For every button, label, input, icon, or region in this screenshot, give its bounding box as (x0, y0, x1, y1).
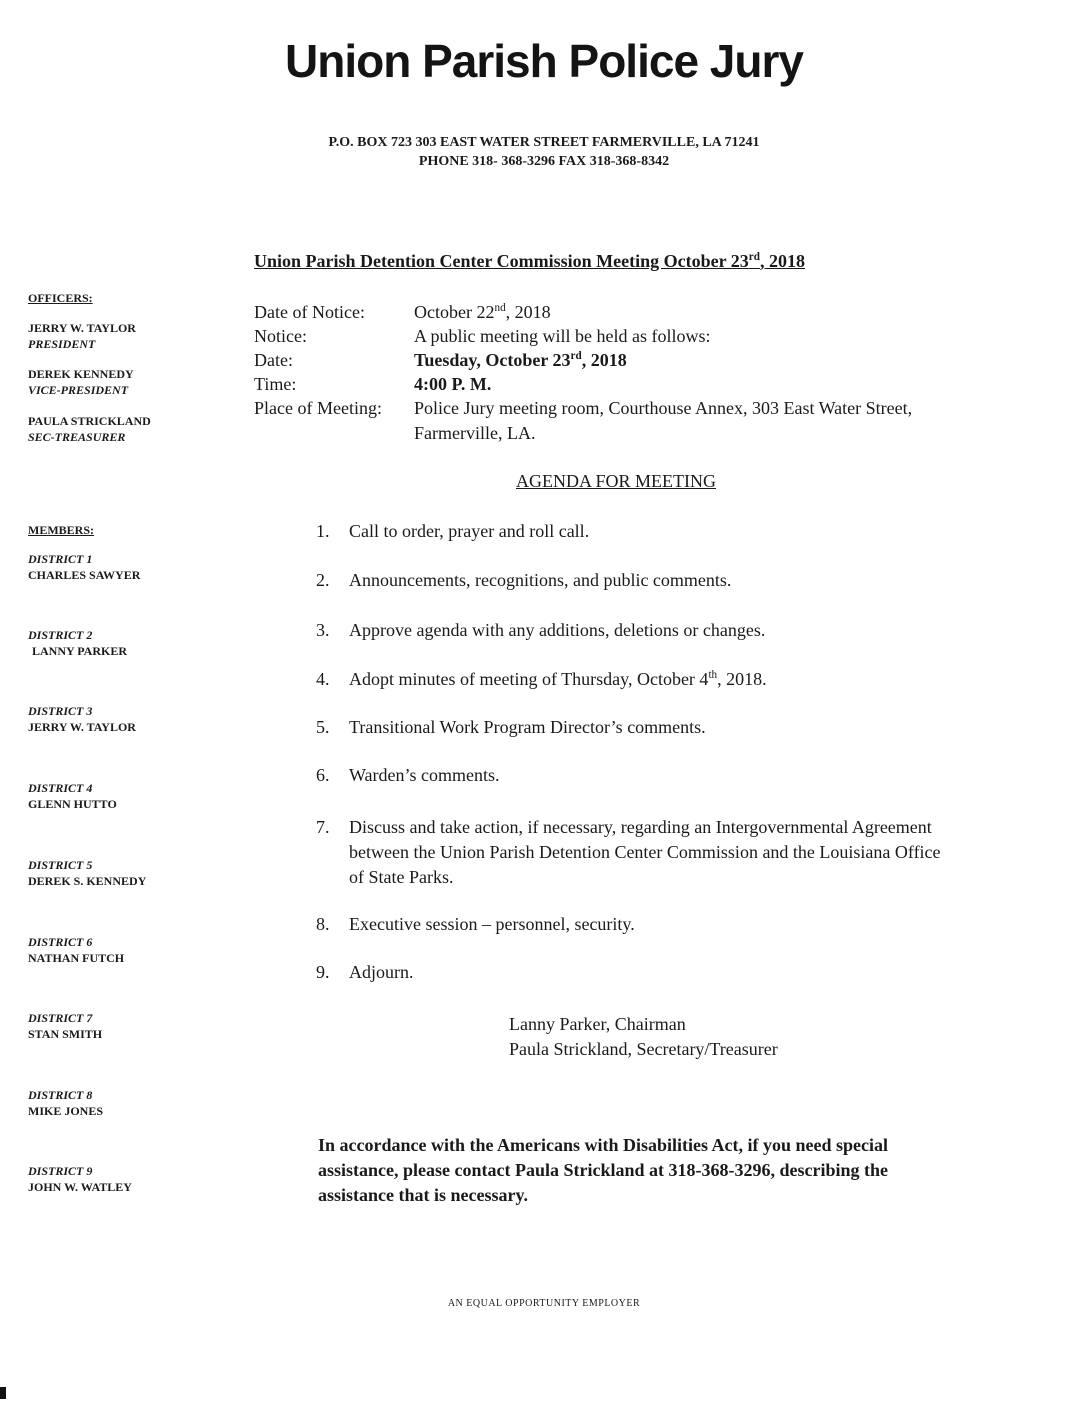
agenda-title: AGENDA FOR MEETING (516, 471, 716, 491)
members-heading: MEMBERS: (28, 523, 94, 537)
member-district: DISTRICT 4 (28, 781, 93, 795)
member-entry (28, 857, 146, 889)
meeting-date-label: Date: (254, 350, 293, 370)
agenda-item-text: Adopt minutes of meeting of Thursday, October 4th, 2018. (349, 669, 767, 689)
ada-notice: In accordance with the Americans with Disabilities Act, if you need special assistance, please contact Paula Strickland at 318-368-3296, describing the assistance that is necessary. (318, 1135, 888, 1205)
agenda-item (316, 763, 949, 788)
date-of-notice-value: October 22nd, 2018 (414, 302, 551, 322)
organization-title: Union Parish Police Jury (285, 35, 803, 87)
officer-entry (28, 413, 151, 445)
officer-entry (28, 320, 136, 352)
meeting-time-label: Time: (254, 374, 297, 394)
agenda-item-text: Transitional Work Program Director’s comments. (349, 717, 706, 737)
agenda-item-number: 9. (316, 962, 330, 982)
date-of-notice-label: Date of Notice: (254, 302, 365, 322)
meeting-place-row (254, 396, 954, 446)
meeting-place-label: Place of Meeting: (254, 398, 382, 418)
chairman-signature-line: Lanny Parker, Chairman (509, 1014, 686, 1034)
agenda-item-text: Adjourn. (349, 962, 414, 982)
secretary-signature-line: Paula Strickland, Secretary/Treasurer (509, 1039, 778, 1059)
member-name: JERRY W. TAYLOR (28, 720, 136, 734)
member-district: DISTRICT 6 (28, 935, 93, 949)
notice-value: A public meeting will be held as follows: (414, 326, 711, 346)
agenda-item-text: Discuss and take action, if necessary, regarding an Intergovernmental Agreement between the Union Parish Detention Center Commission and the Louisiana Office of State Parks. (349, 817, 941, 887)
meeting-place-value: Police Jury meeting room, Courthouse Annex, 303 East Water Street, Farmerville, LA. (414, 398, 913, 443)
agenda-item (316, 912, 949, 937)
agenda-item-text: Executive session – personnel, security. (349, 914, 635, 934)
agenda-item-text: Warden’s comments. (349, 765, 500, 785)
agenda-item-text: Announcements, recognitions, and public comments. (349, 570, 732, 590)
agenda-item-number: 7. (316, 817, 330, 837)
agenda-item (316, 715, 949, 740)
member-name: CHARLES SAWYER (28, 568, 141, 582)
meeting-time-value: 4:00 P. M. (414, 374, 492, 394)
notice-block (254, 300, 954, 446)
member-district: DISTRICT 9 (28, 1164, 93, 1178)
member-district: DISTRICT 3 (28, 704, 93, 718)
member-entry (28, 627, 127, 659)
member-name: DEREK S. KENNEDY (28, 874, 147, 888)
officer-name: DEREK KENNEDY (28, 367, 134, 381)
member-district: DISTRICT 5 (28, 858, 93, 872)
notice-label: Notice: (254, 326, 307, 346)
agenda-item-number: 3. (316, 620, 330, 640)
member-entry (28, 780, 117, 812)
member-district: DISTRICT 2 (28, 628, 93, 642)
officer-role: PRESIDENT (28, 337, 96, 351)
officer-role: SEC-TREASURER (28, 430, 126, 444)
member-name: MIKE JONES (28, 1104, 104, 1118)
officer-name: PAULA STRICKLAND (28, 414, 151, 428)
agenda-item-number: 2. (316, 570, 330, 590)
member-name: GLENN HUTTO (28, 797, 117, 811)
agenda-item-number: 1. (316, 521, 330, 541)
meeting-date-row (254, 348, 954, 372)
officer-entry (28, 366, 134, 398)
member-entry (28, 1010, 102, 1042)
member-entry (28, 1087, 103, 1119)
date-of-notice-row (254, 300, 954, 324)
agenda-item-number: 6. (316, 765, 330, 785)
agenda-item-number: 5. (316, 717, 330, 737)
agenda-item-number: 4. (316, 669, 330, 689)
member-entry (28, 1163, 132, 1195)
officers-heading: OFFICERS: (28, 291, 93, 305)
address-line: P.O. BOX 723 303 EAST WATER STREET FARMERVILLE, LA 71241 (328, 135, 760, 150)
member-entry (28, 703, 136, 735)
member-name: STAN SMITH (28, 1027, 103, 1041)
member-district: DISTRICT 1 (28, 552, 93, 566)
member-name: JOHN W. WATLEY (28, 1180, 132, 1194)
agenda-item (316, 960, 949, 985)
agenda-item-text: Approve agenda with any additions, deletions or changes. (349, 620, 766, 640)
officer-role: VICE-PRESIDENT (28, 383, 129, 397)
member-entry (28, 934, 124, 966)
agenda-item-number: 8. (316, 914, 330, 934)
footer-employer-line: AN EQUAL OPPORTUNITY EMPLOYER (447, 1298, 641, 1309)
agenda-item (316, 815, 949, 890)
agenda-item (316, 519, 949, 544)
meeting-time-row (254, 372, 954, 396)
member-entry (28, 551, 140, 583)
member-name: NATHAN FUTCH (28, 951, 125, 965)
agenda-item-text: Call to order, prayer and roll call. (349, 521, 590, 541)
officer-name: JERRY W. TAYLOR (28, 321, 136, 335)
scan-edge-mark (0, 1387, 6, 1399)
member-name: LANNY PARKER (32, 644, 127, 658)
member-district: DISTRICT 8 (28, 1088, 93, 1102)
agenda-item (316, 568, 949, 593)
member-district: DISTRICT 7 (28, 1011, 93, 1025)
notice-row (254, 324, 954, 348)
agenda-item (316, 618, 949, 643)
meeting-heading: Union Parish Detention Center Commission Meeting October 23rd, 2018 (254, 251, 805, 271)
agenda-item (316, 667, 949, 692)
meeting-date-value: Tuesday, October 23rd, 2018 (414, 350, 627, 370)
phone-fax-line: PHONE 318- 368-3296 FAX 318-368-8342 (418, 154, 670, 169)
